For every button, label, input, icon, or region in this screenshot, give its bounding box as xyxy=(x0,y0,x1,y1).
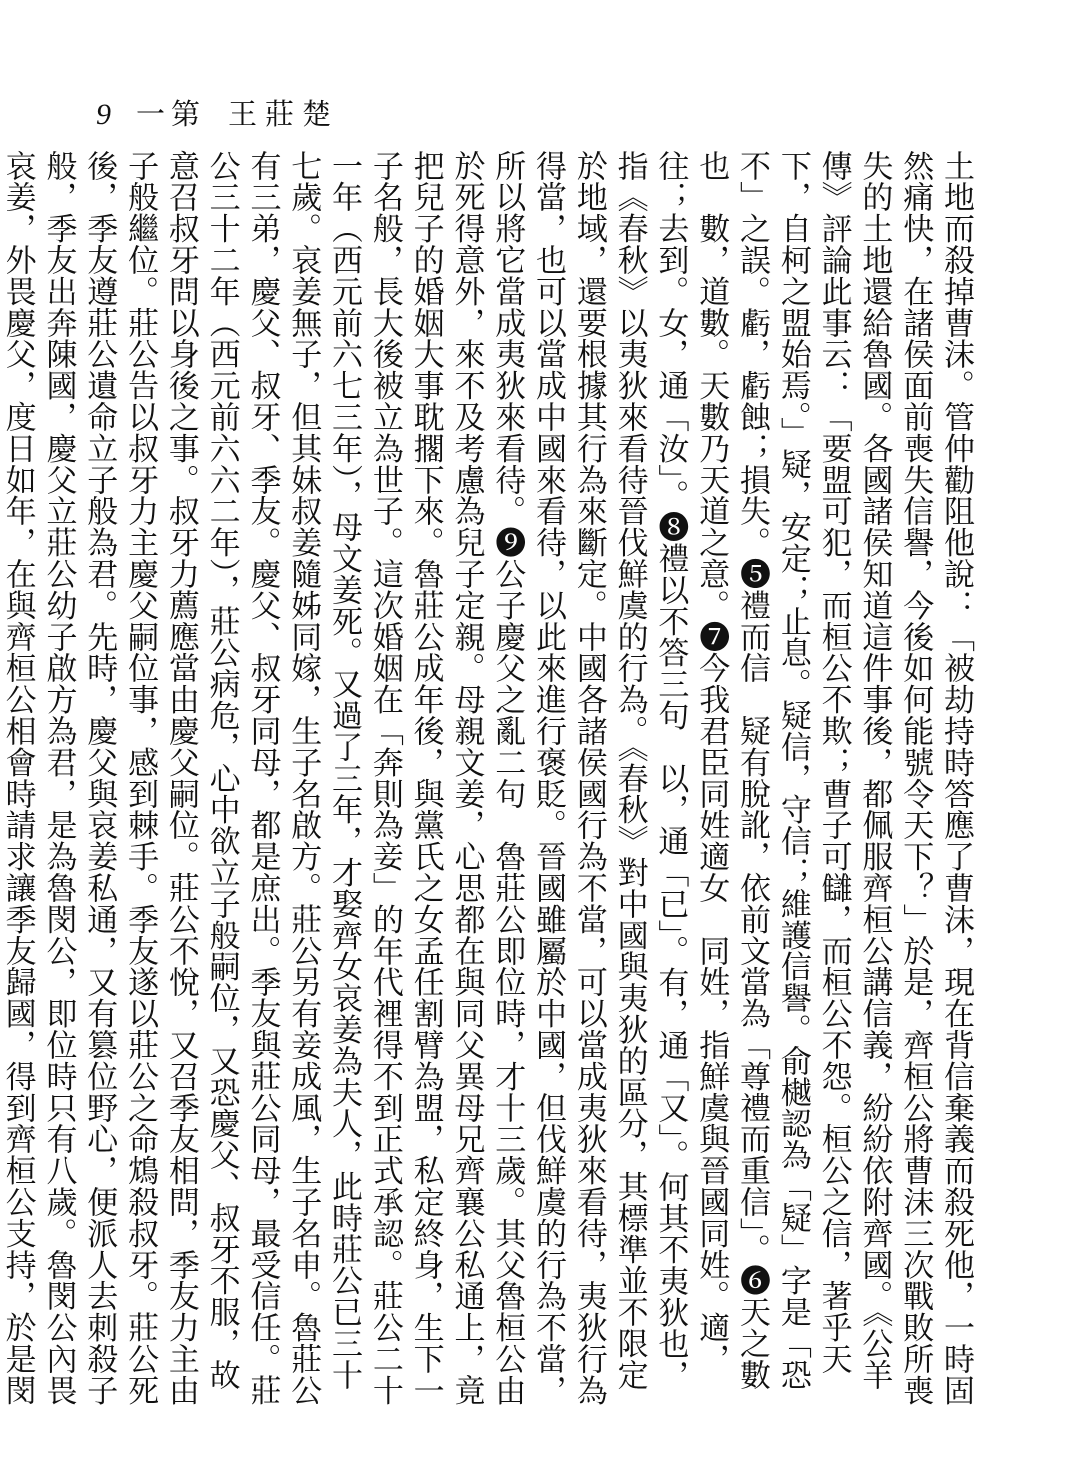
running-title: 王莊楚 xyxy=(228,97,340,131)
page-header xyxy=(96,92,339,133)
body-paragraph: 土地而殺掉曹沫。管仲勸阻他說：「被劫持時答應了曹沫，現在背信棄義而殺死他，一時固然痛快，在諸侯面前喪失信譽，今後如何能號令天下？」於是，齊桓公將曹沫三次戰敗所喪失的土地還給魯國。各國諸侯知道這件事後，都佩服齊桓公講信義，紛紛依附齊國。《公羊傳》評論此事云：「要盟可犯，而桓公不欺；曹子可讎，而桓公不怨。桓公之信，著乎天下，自柯之盟始焉。」疑，安定；止息。疑信，守信；維護信譽。俞樾認為「疑」字是「恐不」之誤。虧，虧蝕；損失。❺禮而信 疑有脫訛，依前文當為「尊禮而重信」。❻天之數也 數，道數。天數乃天道之意。❼今我君臣同姓適女 同姓，指鮮虞與晉國同姓。適，往；去到。女，通「汝」。❽禮以不答三句 以，通「已」。有，通「又」。何其不夷狄也，指《春秋》以夷狄來看待晉伐鮮虞的行為。《春秋》對中國與夷狄的區分，其標準並不限定於地域，還要根據其行為來斷定。中國各諸侯國行為不當，可以當成夷狄來看待，夷狄行為得當，也可以當成中國來看待，以此來進行褒貶。晉國雖屬於中國，但伐鮮虞的行為不當，所以將它當成夷狄來看待。❾公子慶父之亂二句 魯莊公即位時，才十三歲。其父魯桓公由於死得意外，來不及考慮為兒子定親。母親文姜，心思都在與同父異母兄齊襄公私通上，竟把兒子的婚姻大事耽擱下來。魯莊公成年後，與黨氏之女孟任割臂為盟，私定終身，生下一子名般，長大後被立為世子。這次婚姻在「奔則為妾」的年代裡得不到正式承認。莊公二十一年（西元前六七三年），母文姜死。又過了三年，才娶齊女哀姜為夫人，此時莊公已三十七歲。哀姜無子，但其妹叔姜隨姊同嫁，生子名啟方。莊公另有妾成風，生子名申。魯莊公有三弟，慶父、叔牙、季友。慶父、叔牙同母，都是庶出。季友與莊公同母，最受信任。莊公三十二年（西元前六六二年），莊公病危，心中欲立子般嗣位，又恐慶父、叔牙不服，故意召叔牙問以身後之事。叔牙力薦應當由慶父嗣位。莊公不悅，又召季友相問，季友力主由子般繼位。莊公告以叔牙力主慶父嗣位事，感到棘手。季友遂以莊公之命鴆殺叔牙。莊公死後，季友遵莊公遺命立子般為君。先時，慶父與哀姜私通，又有篡位野心，便派人去刺殺子般，季友出奔陳國，慶父立莊公幼子啟方為君，是為魯閔公，即位時只有八歲。魯閔公內畏哀姜，外畏慶父，度日如年，在與齊桓公相會時請求讓季友歸國，得到齊桓公支持，於是閔 xyxy=(0,150,974,1406)
chapter-label: 一第 xyxy=(136,97,207,131)
page-number: 9 xyxy=(96,98,114,131)
vertical-text-block xyxy=(0,150,976,1412)
